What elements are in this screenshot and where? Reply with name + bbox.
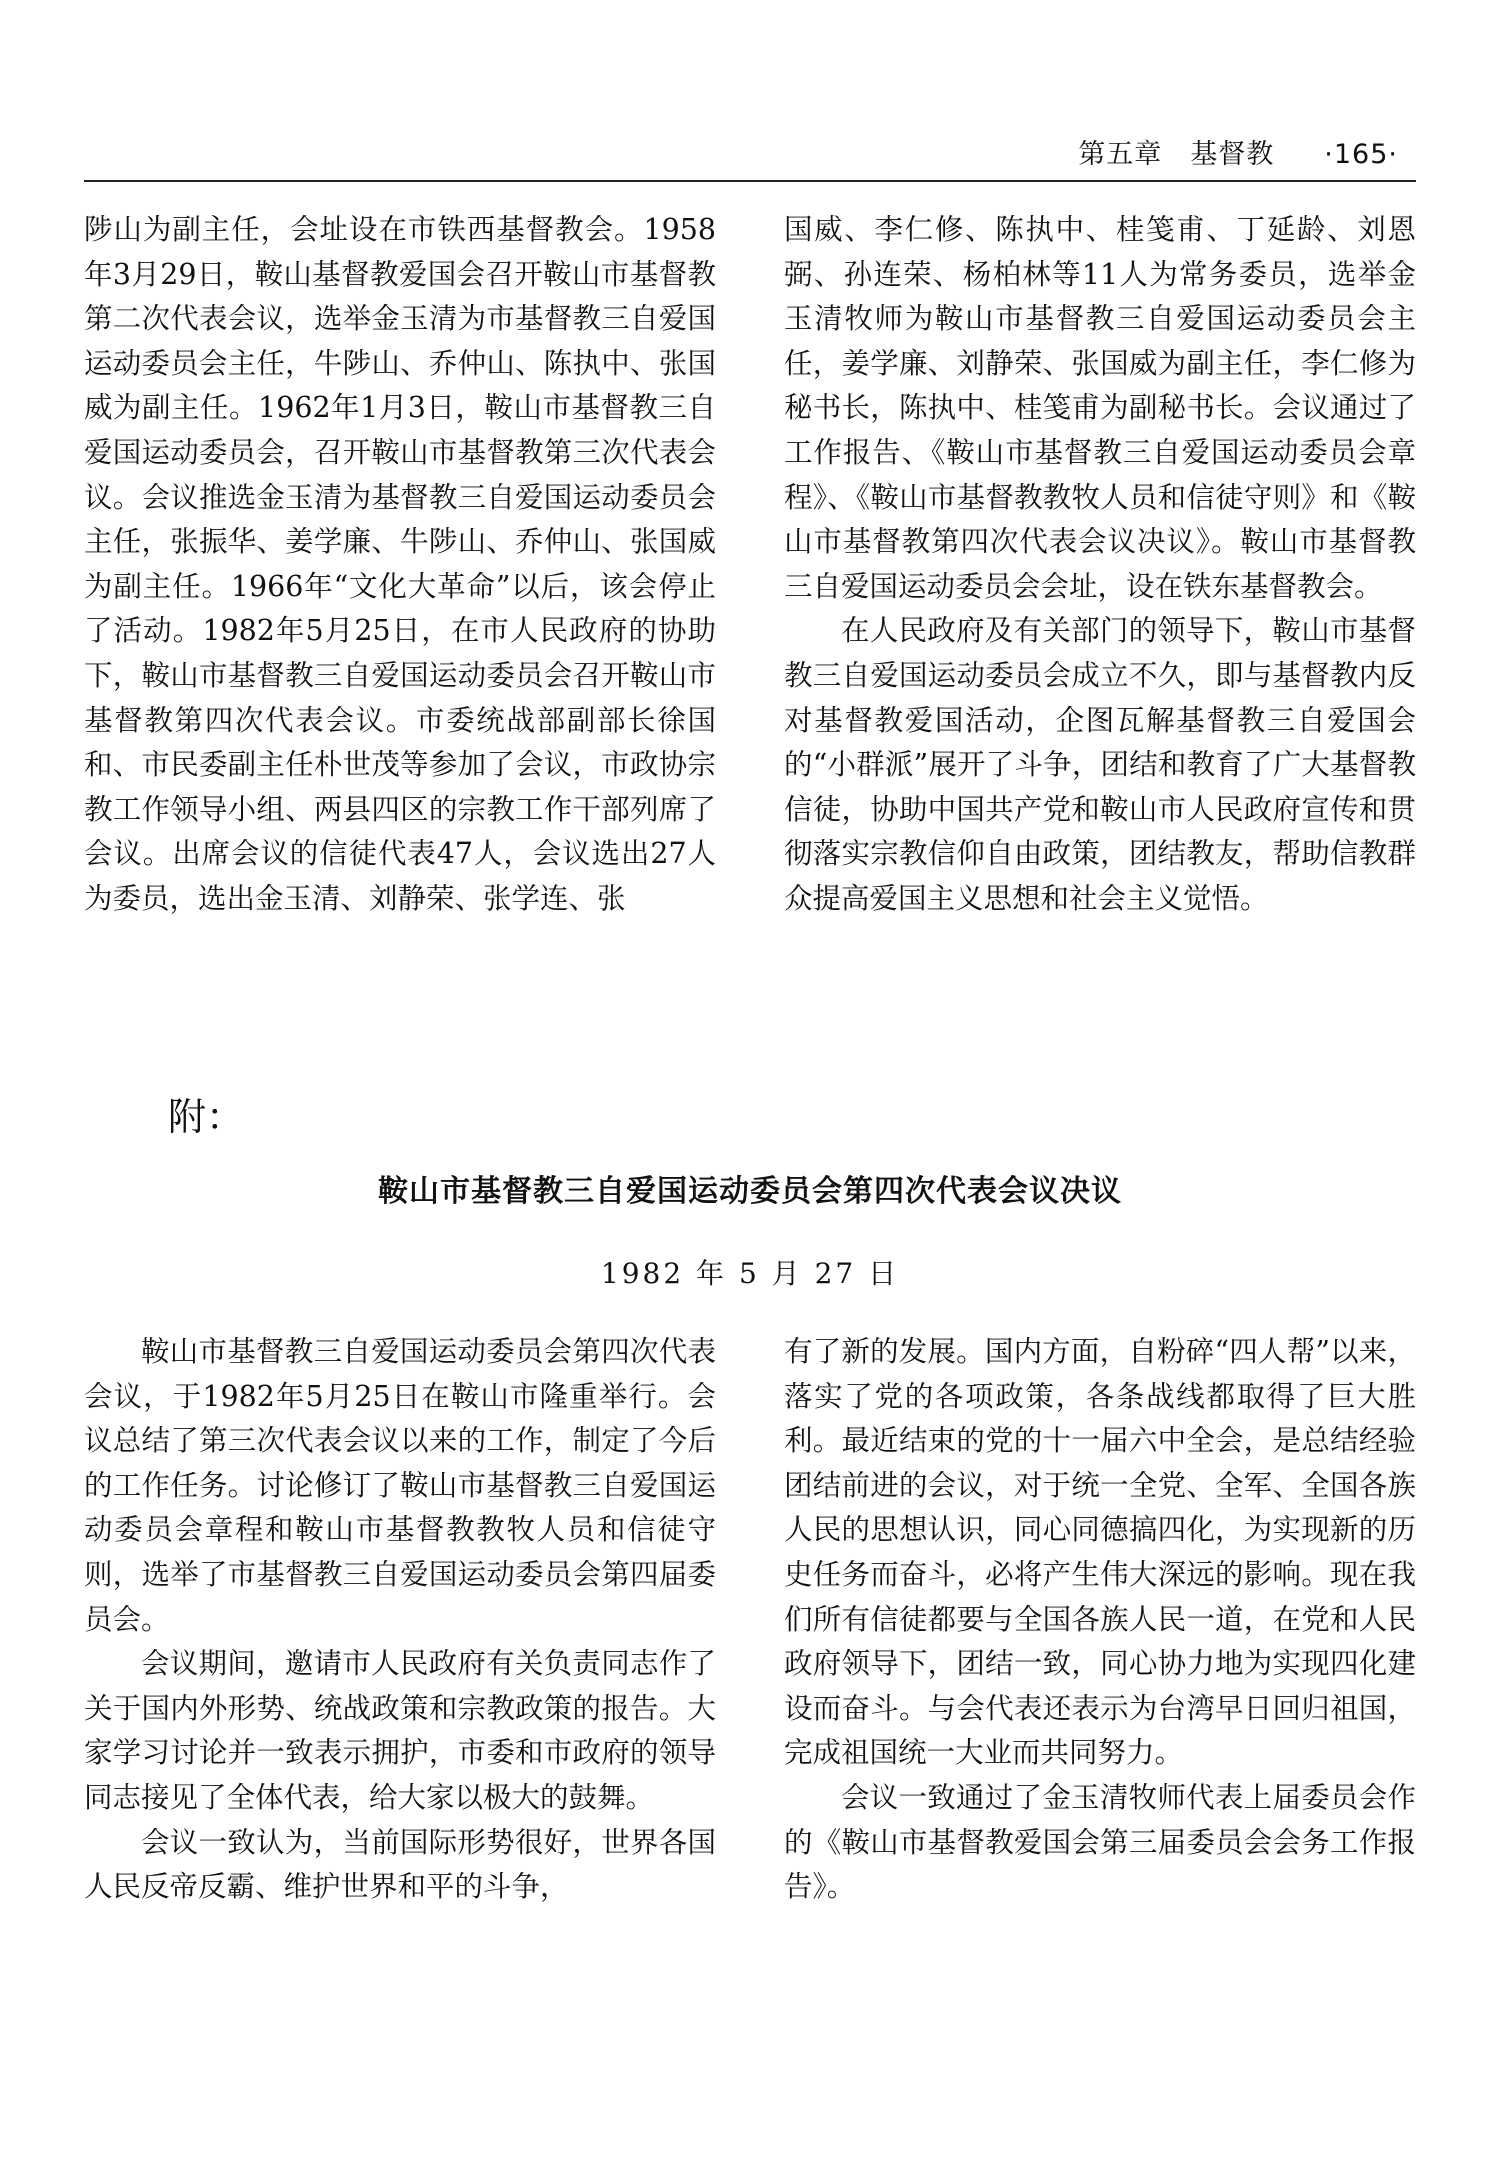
paragraph: 有了新的发展。国内方面，自粉碎“四人帮”以来，落实了党的各项政策，各条战线都取得了巨大胜利。最近结束的党的十一届六中全会，是总结经验团结前进的会议，对于统一全党、全军、全国各族人民的思想认识，同心同德搞四化，为实现新的历史任务而奋斗，必将产生伟大深远的影响。现在我们所有信徒都要与全国各族人民一道，在党和人民政府领导下，团结一致，同心协力地为实现四化建设而奋斗。与会代表还表示为台湾早日回归祖国，完成祖国统一大业而共同努力。 (784, 1335, 1416, 1770)
appendix-date: 1982 年 5 月 27 日 (600, 1257, 900, 1290)
paragraph: 会议一致通过了金玉清牧师代表上届委员会作的《鞍山市基督教爱国会第三届委员会会务工作报告》。 (784, 1780, 1416, 1904)
paragraph: 鞍山市基督教三自爱国运动委员会第四次代表会议，于1982年5月25日在鞍山市隆重举行。会议总结了第三次代表会议以来的工作，制定了今后的工作任务。讨论修订了鞍山市基督教三自爱国运动委员会章程和鞍山市基督教教牧人员和信徒守则，选举了市基督教三自爱国运动委员会第四届委员会。 (84, 1335, 716, 1636)
running-header (84, 132, 1416, 182)
paragraph: 会议期间，邀请市人民政府有关负责同志作了关于国内外形势、统战政策和宗教政策的报告。大家学习讨论并一致表示拥护，市委和市政府的领导同志接见了全体代表，给大家以极大的鼓舞。 (84, 1647, 716, 1814)
chapter-title: 第五章 基督教 (1078, 139, 1275, 170)
paragraph: 陟山为副主任，会址设在市铁西基督教会。1958年3月29日，鞍山基督教爱国会召开鞍山市基督教第二次代表会议，选举金玉清为市基督教三自爱国运动委员会主任，牛陟山、乔仲山、陈执中、张国威为副主任。1962年1月3日，鞍山市基督教三自爱国运动委员会，召开鞍山市基督教第三次代表会议。会议推选金玉清为基督教三自爱国运动委员会主任，张振华、姜学廉、牛陟山、乔仲山、张国威为副主任。1966年“文化大革命”以后，该会停止了活动。1982年5月25日，在市人民政府的协助下，鞍山市基督教三自爱国运动委员会召开鞍山市基督教第四次代表会议。市委统战部副部长徐国和、市民委副主任朴世茂等参加了会议，市政协宗教工作领导小组、两县四区的宗教工作干部列席了会议。出席会议的信徒代表47人，会议选出27人为委员，选出金玉清、刘静荣、张学连、张 (84, 213, 716, 915)
top-left-column (84, 208, 716, 922)
paragraph: 在人民政府及有关部门的领导下，鞍山市基督教三自爱国运动委员会成立不久，即与基督教内反对基督教爱国活动，企图瓦解基督教三自爱国会的“小群派”展开了斗争，团结和教育了广大基督教信徒，协助中国共产党和鞍山市人民政府宣传和贯彻落实宗教信仰自由政策，团结教友，帮助信教群众提高爱国主义思想和社会主义觉悟。 (784, 614, 1416, 915)
appendix-right-column (784, 1330, 1416, 1910)
appendix-title: 鞍山市基督教三自爱国运动委员会第四次代表会议决议 (378, 1174, 1122, 1209)
appendix-mark: 附： (168, 1095, 245, 1139)
paragraph: 会议一致认为，当前国际形势很好，世界各国人民反帝反霸、维护世界和平的斗争， (84, 1825, 716, 1904)
top-right-column (784, 208, 1416, 922)
paragraph: 国威、李仁修、陈执中、桂笺甫、丁延龄、刘恩弼、孙连荣、杨柏林等11人为常务委员，选举金玉清牧师为鞍山市基督教三自爱国运动委员会主任，姜学廉、刘静荣、张国威为副主任，李仁修为秘书长，陈执中、桂笺甫为副秘书长。会议通过了工作报告、《鞍山市基督教三自爱国运动委员会章程》、《鞍山市基督教教牧人员和信徒守则》和《鞍山市基督教第四次代表会议决议》。鞍山市基督教三自爱国运动委员会会址，设在铁东基督教会。 (784, 213, 1416, 603)
header-text (1078, 132, 1398, 171)
page-number: ·165· (1324, 139, 1398, 170)
appendix-left-column (84, 1330, 716, 1910)
